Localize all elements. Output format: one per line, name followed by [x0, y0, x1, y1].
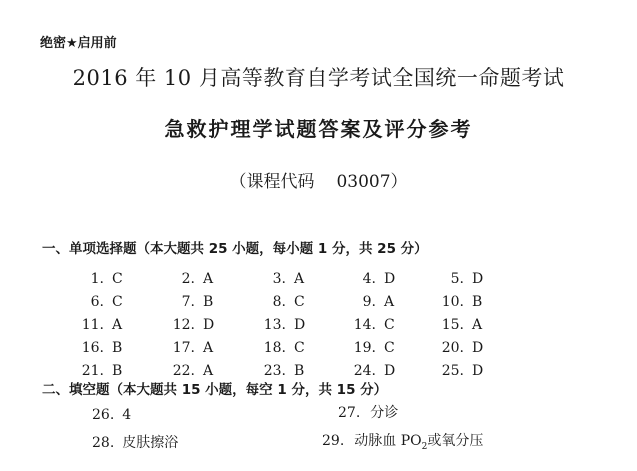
mc-answer-4 — [352, 271, 395, 287]
exam-subtitle: 急救护理学试题答案及评分参考 — [164, 117, 473, 141]
mc-answer-24 — [352, 363, 395, 379]
mc-answer-number: 18. — [263, 340, 286, 356]
exam-title: 2016 年 10 月高等教育自学考试全国统一命题考试 — [72, 66, 565, 90]
mc-answer-letter: A — [384, 294, 395, 310]
mc-answer-letter: D — [294, 317, 306, 333]
mc-answer-letter: D — [472, 340, 484, 356]
mc-answer-number: 8. — [272, 294, 286, 310]
fill-answer-number: 28. — [92, 435, 115, 451]
mc-answer-letter: C — [112, 271, 123, 287]
mc-answer-number: 1. — [90, 271, 104, 287]
mc-answer-number: 6. — [90, 294, 104, 310]
mc-answer-number: 12. — [172, 317, 195, 333]
mc-answer-letter: A — [112, 317, 123, 333]
mc-answer-letter: C — [294, 340, 305, 356]
mc-answer-number: 7. — [181, 294, 195, 310]
fill-answer-26 — [92, 407, 131, 423]
course-code-value: 03007） — [336, 172, 408, 192]
fill-answer-text: 4 — [122, 407, 132, 423]
mc-answer-number: 3. — [272, 271, 286, 287]
mc-answer-letter: A — [472, 317, 483, 333]
fill-answer-number: 26. — [92, 407, 115, 423]
mc-answer-22 — [171, 363, 213, 379]
mc-answer-number: 24. — [353, 363, 376, 379]
mc-answer-21 — [80, 363, 122, 379]
section-1-heading: 一、单项选择题（本大题共 25 小题，每小题 1 分，共 25 分） — [42, 241, 428, 257]
mc-answer-letter: C — [112, 294, 123, 310]
mc-answer-number: 4. — [362, 271, 376, 287]
mc-answer-letter: C — [294, 294, 305, 310]
mc-answer-16 — [80, 340, 122, 356]
mc-answer-number: 25. — [441, 363, 464, 379]
mc-answer-13 — [262, 317, 305, 333]
mc-answer-letter: A — [203, 340, 214, 356]
mc-answer-18 — [262, 340, 305, 356]
fill-answer-text: 分诊 — [370, 405, 399, 421]
mc-answer-number: 5. — [450, 271, 464, 287]
mc-answer-number: 23. — [263, 363, 286, 379]
mc-answer-19 — [352, 340, 395, 356]
mc-answer-12 — [171, 317, 214, 333]
mc-answer-letter: B — [203, 294, 214, 310]
mc-answer-number: 22. — [172, 363, 195, 379]
mc-answer-letter: D — [203, 317, 215, 333]
mc-answer-letter: B — [294, 363, 305, 379]
fill-answer-number: 27. — [338, 405, 361, 421]
mc-answer-1 — [80, 271, 123, 287]
mc-answer-2 — [171, 271, 213, 287]
mc-answer-letter: D — [384, 363, 396, 379]
course-code-label: （课程代码 — [229, 172, 315, 192]
mc-answer-number: 11. — [81, 317, 104, 333]
mc-answer-number: 14. — [353, 317, 376, 333]
section-2-heading: 二、填空题（本大题共 15 小题，每空 1 分，共 15 分） — [42, 382, 388, 398]
mc-answer-3 — [262, 271, 304, 287]
mc-answer-14 — [352, 317, 395, 333]
fill-answer-subscript: 2 — [421, 441, 428, 452]
mc-answer-letter: C — [384, 317, 395, 333]
mc-answer-letter: D — [472, 271, 484, 287]
mc-answer-number: 20. — [441, 340, 464, 356]
mc-answer-5 — [440, 271, 483, 287]
mc-answer-15 — [440, 317, 482, 333]
fill-answer-text: 动脉血 PO — [354, 433, 422, 449]
mc-answer-17 — [171, 340, 213, 356]
mc-answer-letter: A — [294, 271, 305, 287]
mc-answer-6 — [80, 294, 123, 310]
course-code — [0, 167, 637, 192]
fill-answer-text-rest: 或氧分压 — [427, 433, 484, 449]
mc-answer-letter: D — [384, 271, 396, 287]
mc-answer-letter: A — [203, 363, 214, 379]
mc-answer-20 — [440, 340, 483, 356]
mc-answer-9 — [352, 294, 394, 310]
mc-answer-11 — [80, 317, 122, 333]
fill-answer-28 — [92, 432, 178, 452]
mc-answer-number: 16. — [81, 340, 104, 356]
confidential-label: 绝密★启用前 — [40, 36, 117, 51]
mc-answer-letter: D — [472, 363, 484, 379]
mc-answer-7 — [171, 294, 213, 310]
mc-answer-number: 19. — [353, 340, 376, 356]
fill-answer-text: 皮肤擦浴 — [122, 435, 179, 451]
mc-answer-10 — [440, 294, 482, 310]
fill-answer-number: 29. — [322, 433, 345, 449]
mc-answer-letter: C — [384, 340, 395, 356]
mc-answer-number: 9. — [362, 294, 376, 310]
fill-answer-29 — [322, 430, 483, 452]
mc-answer-number: 13. — [263, 317, 286, 333]
mc-answer-8 — [262, 294, 305, 310]
mc-answer-number: 15. — [441, 317, 464, 333]
mc-answer-number: 2. — [181, 271, 195, 287]
mc-answer-letter: B — [112, 340, 123, 356]
mc-answer-letter: A — [203, 271, 214, 287]
mc-answer-23 — [262, 363, 304, 379]
mc-answer-letter: B — [112, 363, 123, 379]
mc-answer-letter: B — [472, 294, 483, 310]
mc-answer-number: 21. — [81, 363, 104, 379]
mc-answer-number: 10. — [441, 294, 464, 310]
fill-answer-27 — [338, 402, 398, 422]
mc-answer-number: 17. — [172, 340, 195, 356]
mc-answer-25 — [440, 363, 483, 379]
